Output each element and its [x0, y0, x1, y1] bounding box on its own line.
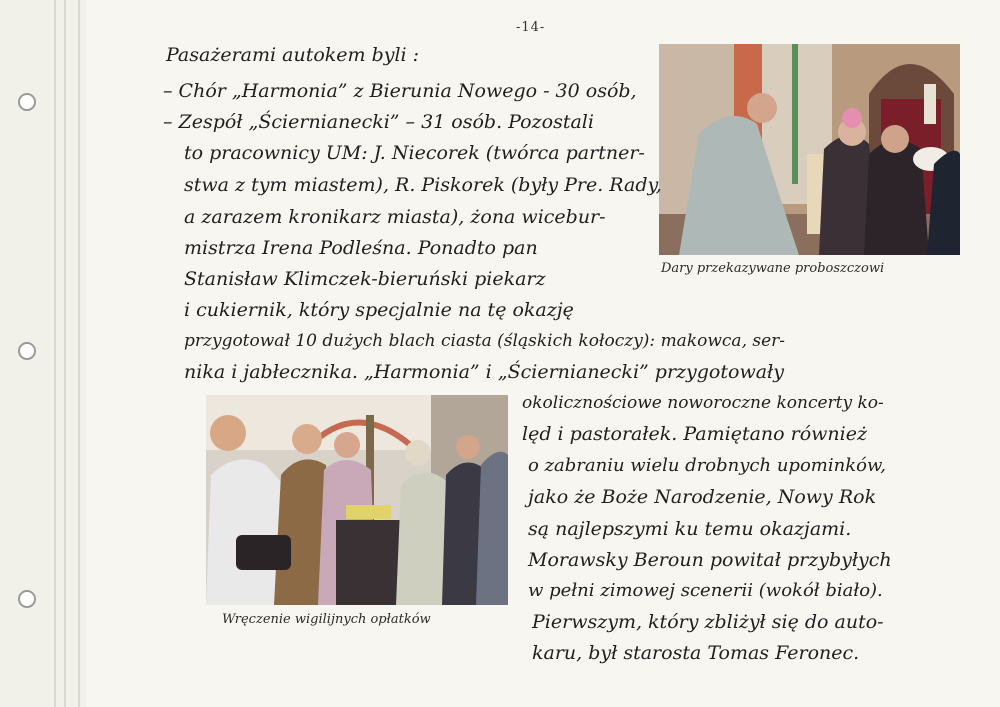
binder-hole [18, 590, 36, 608]
text-line: jako że Boże Narodzenie, Nowy Rok [528, 486, 877, 508]
text-line: przygotował 10 dużych blach ciasta (śląskich kołoczy): makowca, ser- [184, 331, 786, 351]
text-line: Stanisław Klimczek-bieruński piekarz [184, 268, 546, 290]
binding-margin [0, 0, 86, 707]
text-line: o zabraniu wielu drobnych upominków, [528, 455, 886, 476]
photo-wafers-image [206, 395, 508, 605]
text-line: w pełni zimowej scenerii (wokół biało). [528, 580, 883, 601]
text-line: są najlepszymi ku temu okazjami. [528, 518, 852, 540]
text-line: – Zespół „Ściernianecki” – 31 osób. Pozostali [163, 111, 594, 133]
text-line: mistrza Irena Podleśna. Ponadto pan [184, 237, 538, 259]
text-line: Pierwszym, który zbliżył się do auto- [532, 611, 884, 633]
photo-caption: Wręczenie wigilijnych opłatków [222, 612, 431, 627]
text-line: karu, był starosta Tomas Feronec. [532, 642, 860, 664]
text-line: nika i jabłecznika. „Harmonia” i „Ściernianecki” przygotowały [184, 361, 784, 383]
binder-hole [18, 342, 36, 360]
text-line: – Chór „Harmonia” z Bierunia Nowego - 30 osób, [163, 80, 637, 102]
text-line: Morawsky Beroun powitał przybyłych [528, 549, 892, 571]
margin-line [54, 0, 56, 707]
photo-gifts-image [659, 44, 960, 255]
text-line: i cukiernik, który specjalnie na tę okazję [184, 299, 574, 321]
text-line: okolicznościowe noworoczne koncerty ko- [522, 393, 884, 413]
margin-line [64, 0, 66, 707]
margin-line [78, 0, 80, 707]
photo-vigil-wafers [206, 395, 508, 605]
text-line: a zarazem kronikarz miasta), żona wicebur- [184, 206, 606, 228]
text-line: stwa z tym miastem), R. Piskorek (były Pre. Rady, [184, 174, 662, 196]
text-line-heading: Pasażerami autokem byli : [166, 44, 420, 66]
text-line: lęd i pastorałek. Pamiętano również [522, 423, 867, 445]
text-line: to pracownicy UM: J. Niecorek (twórca partner- [184, 142, 645, 164]
page-number: -14- [516, 20, 546, 35]
photo-gifts-to-priest [659, 44, 960, 255]
photo-caption: Dary przekazywane proboszczowi [661, 261, 885, 276]
binder-hole [18, 93, 36, 111]
